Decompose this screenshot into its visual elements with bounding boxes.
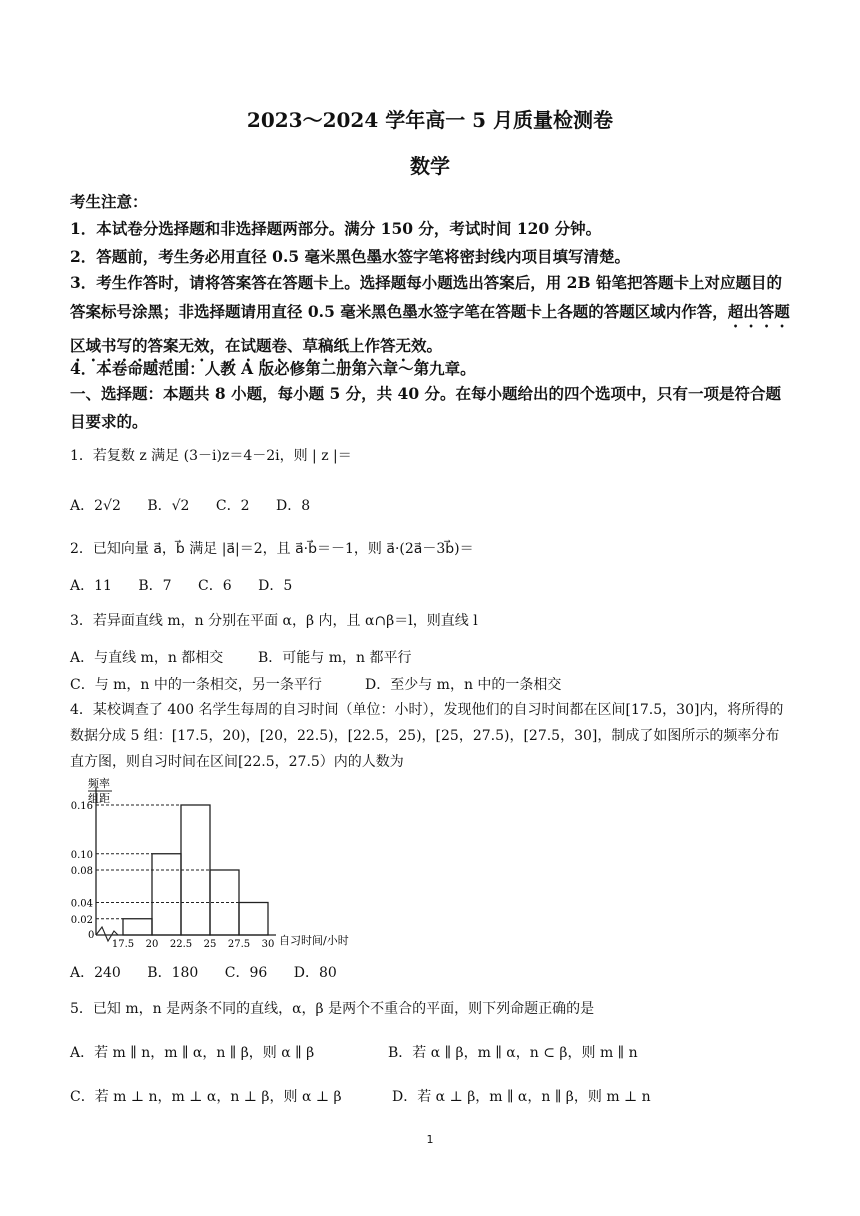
question-3-stem: 3．若异面直线 m，n 分别在平面 α，β 内，且 α∩β＝l，则直线 l: [70, 613, 478, 629]
x-tick-label: 27.5: [227, 939, 251, 950]
question-4-options: [70, 962, 359, 982]
x-axis-label: 自习时间/小时: [279, 934, 349, 947]
notice-item-1: 1．本试卷分选择题和非选择题两部分。满分 150 分，考试时间 120 分钟。: [70, 219, 602, 238]
section-heading: 一、选择题：本题共 8 小题，每小题 5 分，共 40 分。在每小题给出的四个选项中，只有一项是符合题目要求的。: [70, 384, 782, 431]
histogram-bar: [181, 805, 210, 935]
notice-item-3-text: 3．考生作答时，请将答案答在答题卡上。选择题每小题选出答案后，用 2B 铅笔把答题卡上对应题目的答案标号涂黑；非选择题请用直径 0.5 毫米黑色墨水签字笔在答题卡上各题的答题区域内作答，: [70, 273, 782, 321]
notice-item-3: [70, 268, 792, 365]
y-tick-label: 0.08: [70, 866, 93, 877]
histogram-bar: [239, 903, 268, 936]
histogram-bar: [123, 919, 152, 935]
origin-label: 0: [88, 930, 95, 941]
page-number: 1: [426, 1133, 434, 1146]
q4-option-a: A．240: [70, 965, 121, 981]
q4-option-d: D．80: [293, 965, 337, 981]
exam-title: 2023～2024 学年高一 5 月质量检测卷: [246, 108, 614, 132]
q5-option-a: A．若 m ∥ n，m ∥ α，n ∥ β，则 α ∥ β: [70, 1045, 315, 1061]
x-tick-label: 22.5: [169, 939, 193, 950]
q2-option-b: B．7: [138, 578, 172, 594]
x-tick-label: 20: [145, 939, 159, 950]
q3-option-b: B．可能与 m，n 都平行: [258, 650, 412, 666]
q5-option-b: B．若 α ∥ β，m ∥ α，n ⊂ β，则 m ∥ n: [388, 1045, 638, 1061]
y-tick-label: 0.16: [70, 801, 93, 812]
notice-item-2: 2．答题前，考生务必用直径 0.5 毫米黑色墨水签字笔将密封线内项目填写清楚。: [70, 247, 631, 266]
q1-option-c: C．2: [215, 498, 250, 514]
frequency-histogram: [66, 775, 366, 955]
q1-option-b: B．√2: [147, 498, 190, 514]
question-2-stem: 2．已知向量 a⃗，b⃗ 满足 |a⃗|＝2，且 a⃗·b⃗＝－1，则 a⃗·(2a⃗－3b⃗)＝: [70, 541, 474, 557]
subject-title: 数学: [410, 154, 450, 178]
notice-item-3-emphasis: 超出答题区域书写的答案无效，在试题卷、草稿纸上作答无效。: [70, 302, 790, 355]
q3-option-a: A．与直线 m，n 都相交: [70, 650, 224, 666]
q1-option-a: A．2√2: [70, 498, 121, 514]
y-tick-label: 0.04: [70, 898, 93, 910]
notice-heading: 考生注意：: [70, 192, 148, 211]
x-tick-label: 25: [203, 939, 217, 950]
question-1-options: [70, 495, 332, 515]
q3-option-d: D．至少与 m，n 中的一条相交: [365, 677, 562, 693]
question-5-stem: 5．已知 m，n 是两条不同的直线，α，β 是两个不重合的平面，则下列命题正确的是: [70, 1001, 595, 1017]
x-tick-label: 17.5: [111, 939, 135, 950]
histogram-bar: [210, 870, 239, 935]
x-tick-label: 30: [261, 939, 275, 950]
question-2-options: [70, 575, 314, 595]
y-label-top: 频率: [88, 777, 110, 790]
q2-option-c: C．6: [198, 578, 232, 594]
q1-option-d: D．8: [275, 498, 311, 514]
q4-option-c: C．96: [224, 965, 268, 981]
q5-option-c: C．若 m ⊥ n，m ⊥ α，n ⊥ β，则 α ⊥ β: [70, 1089, 342, 1105]
q2-option-a: A．11: [70, 578, 112, 594]
question-4-stem: 4．某校调查了 400 名学生每周的自习时间（单位：小时），发现他们的自习时间都在区间[17.5，30]内，将所得的数据分成 5 组：[17.5，20)，[20，22.5)，[22.5，25)，[25，27.5)，[27.5，30]，制成了如图所示的频率分布直方图，则自习时间在区间[22.5，27.5）内的人数为: [70, 702, 784, 770]
y-tick-label: 0.02: [70, 914, 93, 926]
y-label-bottom: 组距: [88, 792, 110, 805]
q3-option-c: C．与 m，n 中的一条相交，另一条平行: [70, 677, 322, 693]
histogram-bar: [152, 854, 181, 935]
q4-option-b: B．180: [147, 965, 199, 981]
q2-option-d: D．5: [258, 578, 293, 594]
question-1-stem: 1．若复数 z 满足 (3－i)z＝4－2i，则 | z |＝: [70, 448, 352, 464]
notice-item-4: 4．本卷命题范围：人教 A 版必修第二册第六章～第九章。: [70, 359, 476, 378]
y-tick-label: 0.10: [70, 849, 93, 861]
q5-option-d: D．若 α ⊥ β，m ∥ α，n ∥ β，则 m ⊥ n: [392, 1089, 651, 1105]
